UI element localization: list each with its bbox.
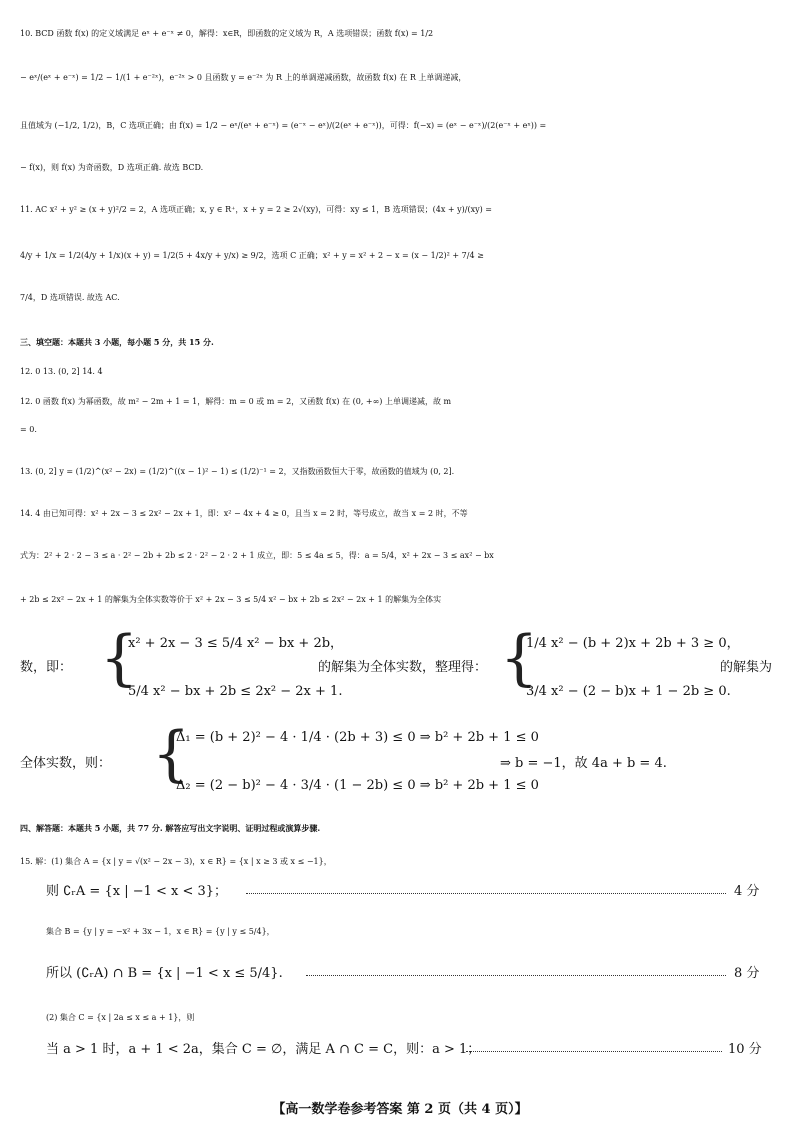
- system2-row1: 1/4 x² − (b + 2)x + 2b + 3 ≥ 0，: [526, 636, 740, 651]
- section-4-heading: 四、解答题：本题共 5 小题，共 77 分. 解答应写出文字说明、证明过程或演算步骤.: [20, 823, 321, 833]
- page-footer: 【高一数学卷参考答案 第 2 页（共 4 页）】: [272, 1102, 528, 1117]
- score-4: 4 分: [734, 884, 760, 899]
- q14-line1: 14. 4 由已知可得：x² + 2x − 3 ≤ 2x² − 2x + 1，即：x² − 4x + 4 ≥ 0，且当 x = 2 时，等号成立，故当 x = 2 时，不等: [20, 509, 468, 518]
- system1-row2: 5/4 x² − bx + 2b ≤ 2x² − 2x + 1.: [128, 684, 343, 699]
- q14-line4-middle: 的解集为全体实数，整理得：: [318, 660, 488, 675]
- q11-line2: 4/y + 1/x = 1/2(4/y + 1/x)(x + y) = 1/2(5 + 4x/y + y/x) ≥ 9/2，选项 C 正确；x² + y = x² + 2 − x = (x − 1/2)² + 7/4 ≥: [20, 251, 484, 260]
- q10-line1: 10. BCD 函数 f(x) 的定义域满足 eˣ + e⁻ˣ ≠ 0，解得：x∈R，即函数的定义域为 R，A 选项错误；函数 f(x) = 1/2: [20, 29, 434, 38]
- leader-dots-2: [306, 974, 726, 976]
- q14-line5-prefix: 全体实数，则：: [20, 756, 112, 771]
- section-3-heading: 三、填空题：本题共 3 小题，每小题 5 分，共 15 分.: [20, 337, 214, 347]
- q10-line4: − f(x)，则 f(x) 为奇函数，D 选项正确. 故选 BCD.: [20, 163, 204, 172]
- brace-system-1: {: [100, 623, 139, 693]
- score-10: 10 分: [728, 1042, 762, 1057]
- fill-answers: 12. 0 13. (0, 2] 14. 4: [20, 367, 103, 376]
- score-8: 8 分: [734, 966, 760, 981]
- q12-line1: 12. 0 函数 f(x) 为幂函数，故 m² − 2m + 1 = 1，解得：m = 0 或 m = 2，又函数 f(x) 在 (0, +∞) 上单调递减，故 m: [20, 397, 452, 406]
- q15-line1: 15. 解：(1) 集合 A = {x | y = √(x² − 2x − 3)，x ∈ R} = {x | x ≥ 3 或 x ≤ −1}，: [20, 857, 332, 866]
- leader-dots-1: [246, 892, 726, 894]
- q12-line2: = 0.: [20, 425, 37, 434]
- q10-line3: 且值域为 (−1/2, 1/2)，B，C 选项正确；由 f(x) = 1/2 − eˣ/(eˣ + e⁻ˣ) = (e⁻ˣ − eˣ)/(2(eˣ + e⁻ˣ))，可得：f(−x) = (eˣ − e⁻ˣ)/(2(e⁻ˣ + eˣ)) =: [20, 121, 547, 130]
- q11-line1: 11. AC x² + y² ≥ (x + y)²/2 = 2，A 选项正确；x, y ∈ R⁺，x + y = 2 ≥ 2√(xy)，可得：xy ≤ 1，B 选项错误；(4x + y)/(xy) =: [20, 205, 493, 214]
- system1-row1: x² + 2x − 3 ≤ 5/4 x² − bx + 2b，: [128, 636, 344, 651]
- q15-line4: 所以 (∁ᵣA) ∩ B = {x | −1 < x ≤ 5/4}.: [46, 966, 283, 981]
- leader-dots-3: [466, 1050, 722, 1052]
- system3-row1: Δ₁ = (b + 2)² − 4 · 1/4 · (2b + 3) ≤ 0 ⇒ b² + 2b + 1 ≤ 0: [176, 730, 539, 745]
- system3-row2: Δ₂ = (2 − b)² − 4 · 3/4 · (1 − 2b) ≤ 0 ⇒ b² + 2b + 1 ≤ 0: [176, 778, 539, 793]
- q15-line5: (2) 集合 C = {x | 2a ≤ x ≤ a + 1}，则: [46, 1013, 195, 1022]
- q11-line3: 7/4，D 选项错误. 故选 AC.: [20, 293, 120, 302]
- q10-line2: − eˣ/(eˣ + e⁻ˣ) = 1/2 − 1/(1 + e⁻²ˣ)，e⁻²ˣ > 0 且函数 y = e⁻²ˣ 为 R 上的单调递减函数，故函数 f(x) 在 R 上单调递减，: [20, 73, 467, 82]
- system2-row2: 3/4 x² − (2 − b)x + 1 − 2b ≥ 0.: [526, 684, 731, 699]
- brace-system-2: {: [500, 623, 539, 693]
- q13-line: 13. (0, 2] y = (1/2)^(x² − 2x) = (1/2)^((x − 1)² − 1) ≤ (1/2)⁻¹ = 2，又指数函数恒大于零，故函数的值域为 (0, 2].: [20, 467, 455, 476]
- q15-line2: 则 ∁ᵣA = {x | −1 < x < 3}；: [46, 884, 228, 899]
- brace-system-3: {: [152, 719, 191, 789]
- q14-line4-suffix: 的解集为: [720, 660, 773, 675]
- q14-line4-prefix: 数，即：: [20, 660, 73, 675]
- q15-line6: 当 a > 1 时，a + 1 < 2a，集合 C = ∅，满足 A ∩ C = C，则：a > 1；: [46, 1042, 481, 1057]
- q14-line5-suffix: ⇒ b = −1，故 4a + b = 4.: [500, 756, 667, 771]
- q14-line2: 式为：2² + 2 · 2 − 3 ≤ a · 2² − 2b + 2b ≤ 2 · 2² − 2 · 2 + 1 成立，即：5 ≤ 4a ≤ 5，得：a = 5/4，x² + 2x − 3 ≤ ax² − bx: [20, 551, 494, 560]
- q14-line3: + 2b ≤ 2x² − 2x + 1 的解集为全体实数等价于 x² + 2x − 3 ≤ 5/4 x² − bx + 2b ≤ 2x² − 2x + 1 的解集为全体实: [20, 595, 442, 604]
- q15-line3: 集合 B = {y | y = −x² + 3x − 1，x ∈ R} = {y | y ≤ 5/4}，: [46, 927, 275, 936]
